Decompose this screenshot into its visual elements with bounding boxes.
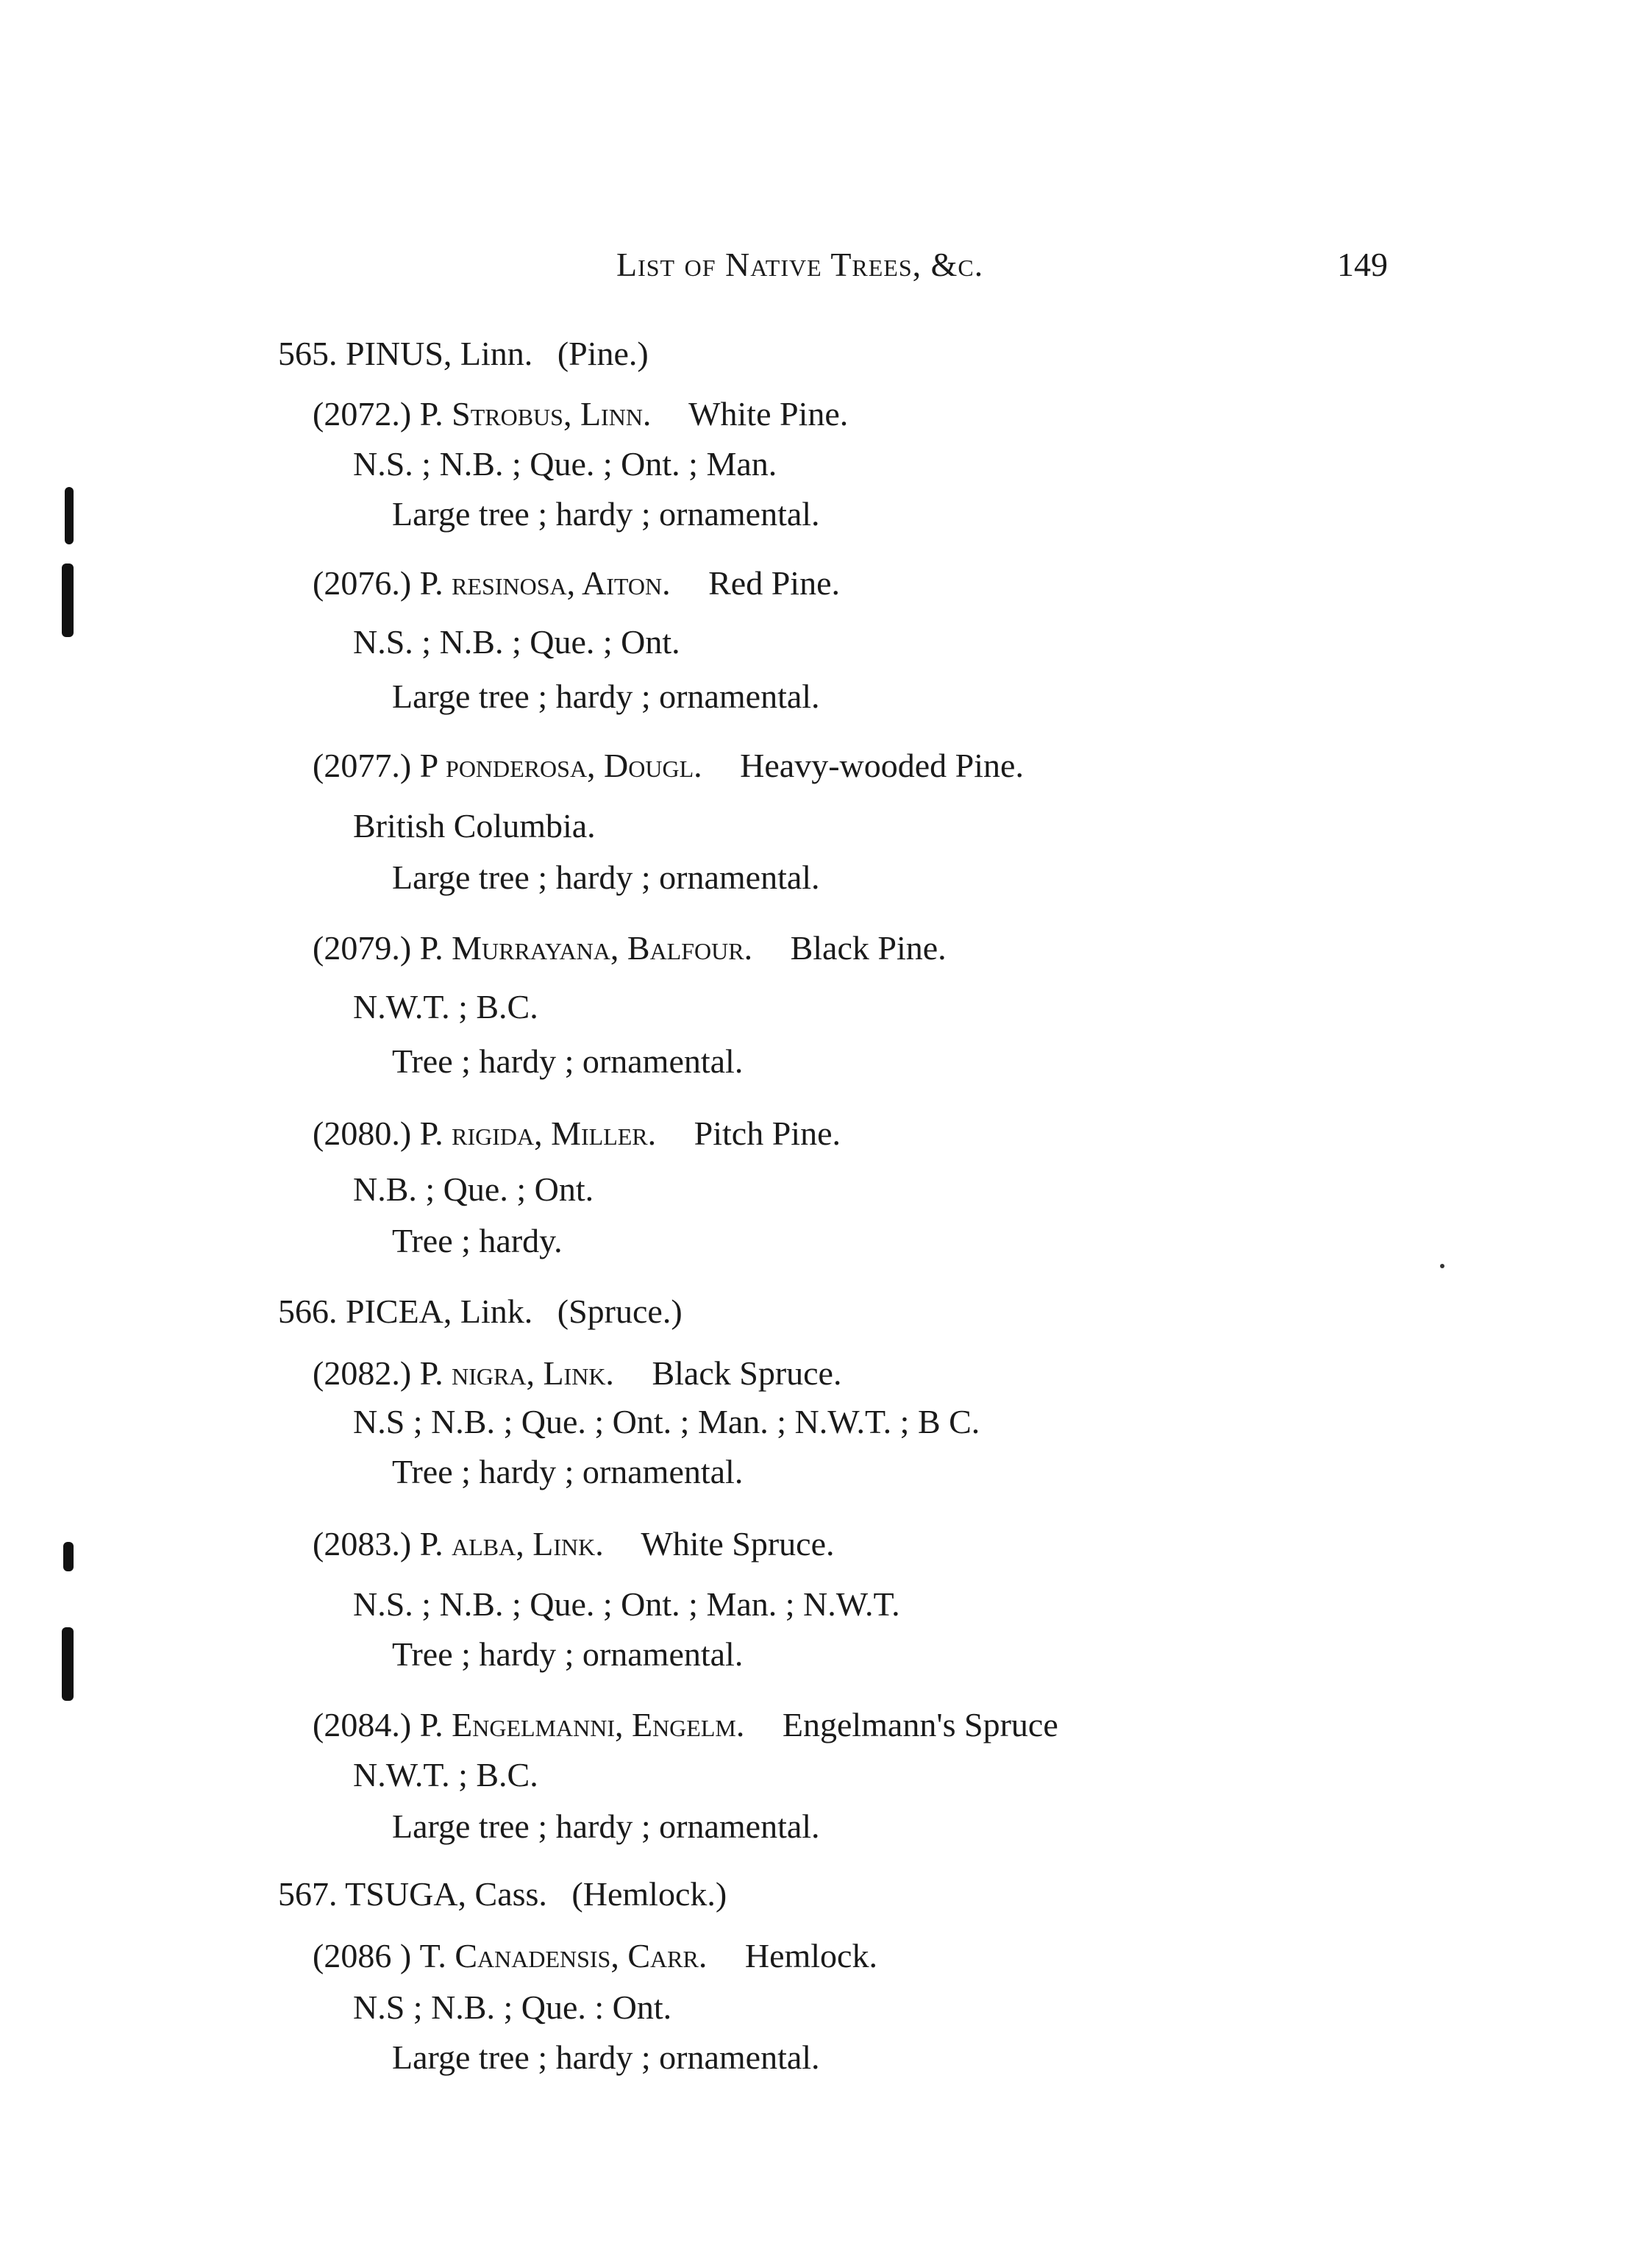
page-number: 149 [1337, 246, 1388, 283]
species-entry [313, 1527, 835, 1561]
genus-common-name: (Hemlock.) [571, 1875, 727, 1913]
species-locations: N.S. ; N.B. ; Que. ; Ont. ; Man. [353, 445, 777, 483]
species-id: (2084.) [313, 1706, 412, 1743]
species-name: P. nigra, Link. [419, 1354, 614, 1392]
species-name: P. resinosa, Aiton. [419, 564, 671, 602]
species-id: (2079.) [313, 929, 412, 967]
species-name: P. Strobus, Linn. [419, 395, 652, 433]
species-locations: N.W.T. ; B.C. [353, 1756, 538, 1794]
species-locations: N.S. ; N.B. ; Que. ; Ont. ; Man. ; N.W.T. [353, 1585, 900, 1623]
species-notes: Tree ; hardy ; ornamental. [392, 1453, 744, 1490]
species-common-name: White Pine. [688, 395, 849, 433]
species-name: P. alba, Link. [419, 1525, 604, 1563]
scan-speck [1440, 1264, 1444, 1268]
species-name: P. Engelmanni, Engelm. [419, 1706, 745, 1743]
scan-mark [65, 487, 74, 544]
species-entry [313, 566, 840, 600]
species-locations: N.B. ; Que. ; Ont. [353, 1170, 594, 1208]
species-name: T. Canadensis, Carr. [419, 1937, 708, 1974]
genus-heading [278, 337, 649, 371]
species-common-name: Hemlock. [744, 1937, 877, 1974]
species-common-name: Black Pine. [790, 929, 947, 967]
species-locations: British Columbia. [353, 807, 596, 845]
species-name: P. rigida, Miller. [419, 1115, 657, 1152]
genus-heading [278, 1877, 727, 1911]
species-notes: Tree ; hardy. [392, 1222, 563, 1259]
species-locations: N.S ; N.B. ; Que. ; Ont. ; Man. ; N.W.T. ; B C. [353, 1403, 980, 1440]
species-common-name: Heavy-wooded Pine. [740, 747, 1024, 784]
species-entry [313, 1939, 877, 1973]
genus-number: 566. [278, 1293, 338, 1330]
genus-name: PINUS, Linn. [346, 335, 533, 372]
genus-name: TSUGA, Cass. [345, 1875, 547, 1913]
species-common-name: Pitch Pine. [694, 1115, 841, 1152]
species-common-name: Red Pine. [708, 564, 841, 602]
species-entry [313, 931, 947, 965]
genus-number: 565. [278, 335, 338, 372]
species-notes: Tree ; hardy ; ornamental. [392, 1042, 744, 1080]
species-notes: Large tree ; hardy ; ornamental. [392, 495, 820, 533]
genus-number: 567. [278, 1875, 338, 1913]
species-id: (2086 ) [313, 1937, 412, 1974]
species-common-name: Engelmann's Spruce [782, 1706, 1058, 1743]
genus-common-name: (Pine.) [557, 335, 649, 372]
species-notes: Large tree ; hardy ; ornamental. [392, 678, 820, 715]
species-locations: N.W.T. ; B.C. [353, 988, 538, 1025]
species-entry [313, 1354, 842, 1392]
species-notes: Large tree ; hardy ; ornamental. [392, 859, 820, 896]
genus-heading [278, 1295, 683, 1329]
species-id: (2082.) [313, 1354, 412, 1392]
species-locations: N.S ; N.B. ; Que. : Ont. [353, 1988, 672, 2026]
species-common-name: White Spruce. [641, 1525, 835, 1563]
species-notes: Tree ; hardy ; ornamental. [392, 1635, 744, 1673]
genus-common-name: (Spruce.) [557, 1293, 683, 1330]
species-notes: Large tree ; hardy ; ornamental. [392, 1807, 820, 1845]
species-entry [313, 397, 848, 431]
species-entry [313, 749, 1024, 783]
species-entry [313, 1708, 1058, 1742]
species-id: (2077.) [313, 747, 412, 784]
genus-name: PICEA, Link. [346, 1293, 533, 1330]
species-name: P ponderosa, Dougl. [419, 747, 702, 784]
species-id: (2080.) [313, 1115, 412, 1152]
running-header: List of Native Trees, &c. [616, 246, 984, 283]
species-locations: N.S. ; N.B. ; Que. ; Ont. [353, 623, 680, 661]
species-id: (2072.) [313, 395, 412, 433]
species-id: (2076.) [313, 564, 412, 602]
scan-mark [62, 1627, 74, 1701]
species-common-name: Black Spruce. [652, 1354, 842, 1392]
species-entry [313, 1117, 841, 1151]
species-name: P. Murrayana, Balfour. [419, 929, 753, 967]
species-id: (2083.) [313, 1525, 412, 1563]
scan-mark [62, 564, 74, 637]
scan-mark [63, 1542, 74, 1571]
species-notes: Large tree ; hardy ; ornamental. [392, 2038, 820, 2076]
